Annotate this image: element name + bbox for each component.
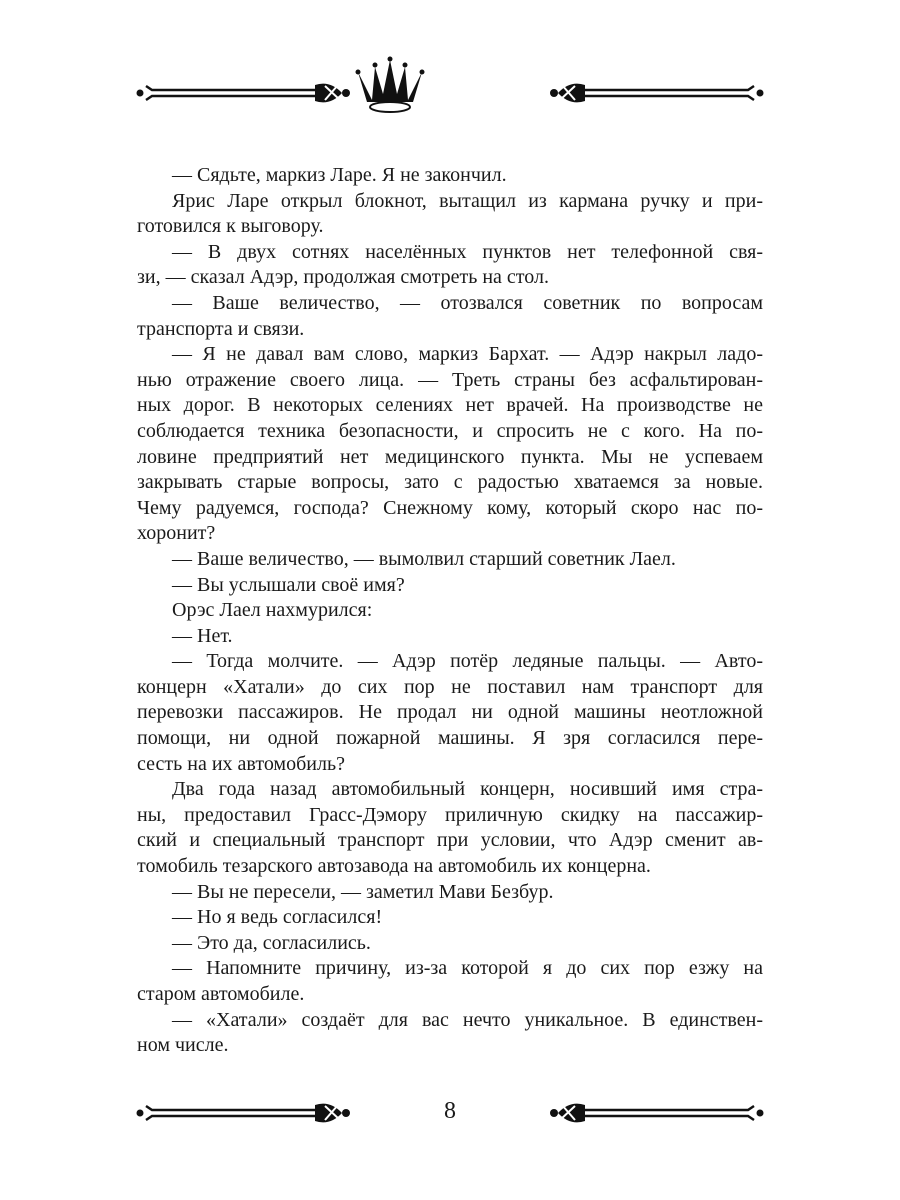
text-line: Чему радуемся, господа? Снежному кому, который скоро нас по- [137, 496, 763, 519]
text-line: — В двух сотнях населённых пунктов нет телефонной свя- [172, 240, 763, 263]
text-line: хоронит? [137, 522, 216, 545]
paragraph [137, 931, 763, 957]
text-line: ны, предоставил Грасс-Дэмору приличную скидку на пассажир- [137, 803, 763, 826]
paragraph [137, 189, 763, 240]
text-line: — Сядьте, маркиз Ларе. Я не закончил. [172, 164, 507, 186]
text-line: концерн «Хатали» до сих пор не поставил нам транспорт для [137, 675, 763, 698]
paragraph [137, 598, 763, 624]
text-line: Орэс Лаел нахмурился: [172, 599, 373, 622]
page-number: 8 [444, 1098, 456, 1124]
text-line: — Ваше величество, — отозвался советник по вопросам [172, 291, 763, 314]
paragraph [137, 163, 763, 189]
text-line: соблюдается техника безопасности, и спросить не с кого. На по- [137, 419, 763, 442]
text-line: — Вы не пересели, — заметил Мави Безбур. [172, 880, 554, 903]
text-line: ский и специальный транспорт при условии, что Адэр сменит ав- [137, 829, 763, 852]
text-line: ных дорог. В некоторых селениях нет врачей. На производстве не [137, 394, 763, 417]
text-line: закрывать старые вопросы, зато с радостью хватаемся за новые. [137, 471, 763, 494]
text-line: — «Хатали» создаёт для вас нечто уникальное. В единствен- [172, 1008, 763, 1031]
text-line: сесть на их автомобиль? [137, 752, 345, 775]
header-crown-ornament [130, 50, 770, 140]
left-divider-icon [137, 84, 351, 103]
text-line: ном числе. [137, 1034, 229, 1057]
text-line: транспорта и связи. [137, 317, 305, 340]
paragraph [137, 1008, 763, 1059]
paragraph [137, 956, 763, 1007]
text-line: ловине предприятий нет медицинского пункта. Мы не успеваем [137, 445, 763, 468]
paragraph [137, 291, 763, 342]
text-line: старом автомобиле. [137, 983, 305, 1005]
text-line: Два года назад автомобильный концерн, носивший имя стра- [172, 778, 763, 801]
crown-icon [356, 57, 425, 113]
text-line: — Ваше величество, — вымолвил старший советник Лаел. [172, 547, 676, 570]
paragraph [137, 342, 763, 547]
text-line: помощи, ни одной пожарной машины. Я зря согласился пере- [137, 727, 763, 750]
text-line: томобиль тезарского автозавода на автомобиль их концерна. [137, 855, 651, 878]
text-line: — Но я ведь согласился! [172, 906, 383, 929]
paragraph [137, 240, 763, 291]
right-divider-icon [550, 84, 764, 103]
text-line: нью отражение своего лица. — Треть страны без асфальтирован- [137, 368, 763, 391]
paragraph [137, 547, 763, 573]
paragraph [137, 624, 763, 650]
paragraph [137, 649, 763, 777]
text-line: — Вы услышали своё имя? [172, 573, 405, 596]
text-line: Ярис Ларе открыл блокнот, вытащил из кармана ручку и при- [172, 189, 763, 212]
paragraph [137, 905, 763, 931]
text-line: — Напомните причину, из-за которой я до сих пор езжу на [172, 957, 763, 980]
paragraph [137, 573, 763, 599]
text-line: — Нет. [172, 624, 233, 647]
text-line: готовился к выговору. [137, 215, 324, 238]
text-line: — Я не давал вам слово, маркиз Бархат. — Адэр накрыл ладо- [172, 343, 763, 366]
text-line: — Это да, согласились. [172, 931, 371, 954]
paragraph [137, 777, 763, 879]
body-text [137, 163, 763, 1059]
text-line: зи, — сказал Адэр, продолжая смотреть на стол. [137, 266, 549, 289]
text-line: — Тогда молчите. — Адэр потёр ледяные пальцы. — Авто- [172, 650, 763, 673]
paragraph [137, 880, 763, 906]
text-line: перевозки пассажиров. Не продал ни одной машины неотложной [137, 701, 763, 724]
